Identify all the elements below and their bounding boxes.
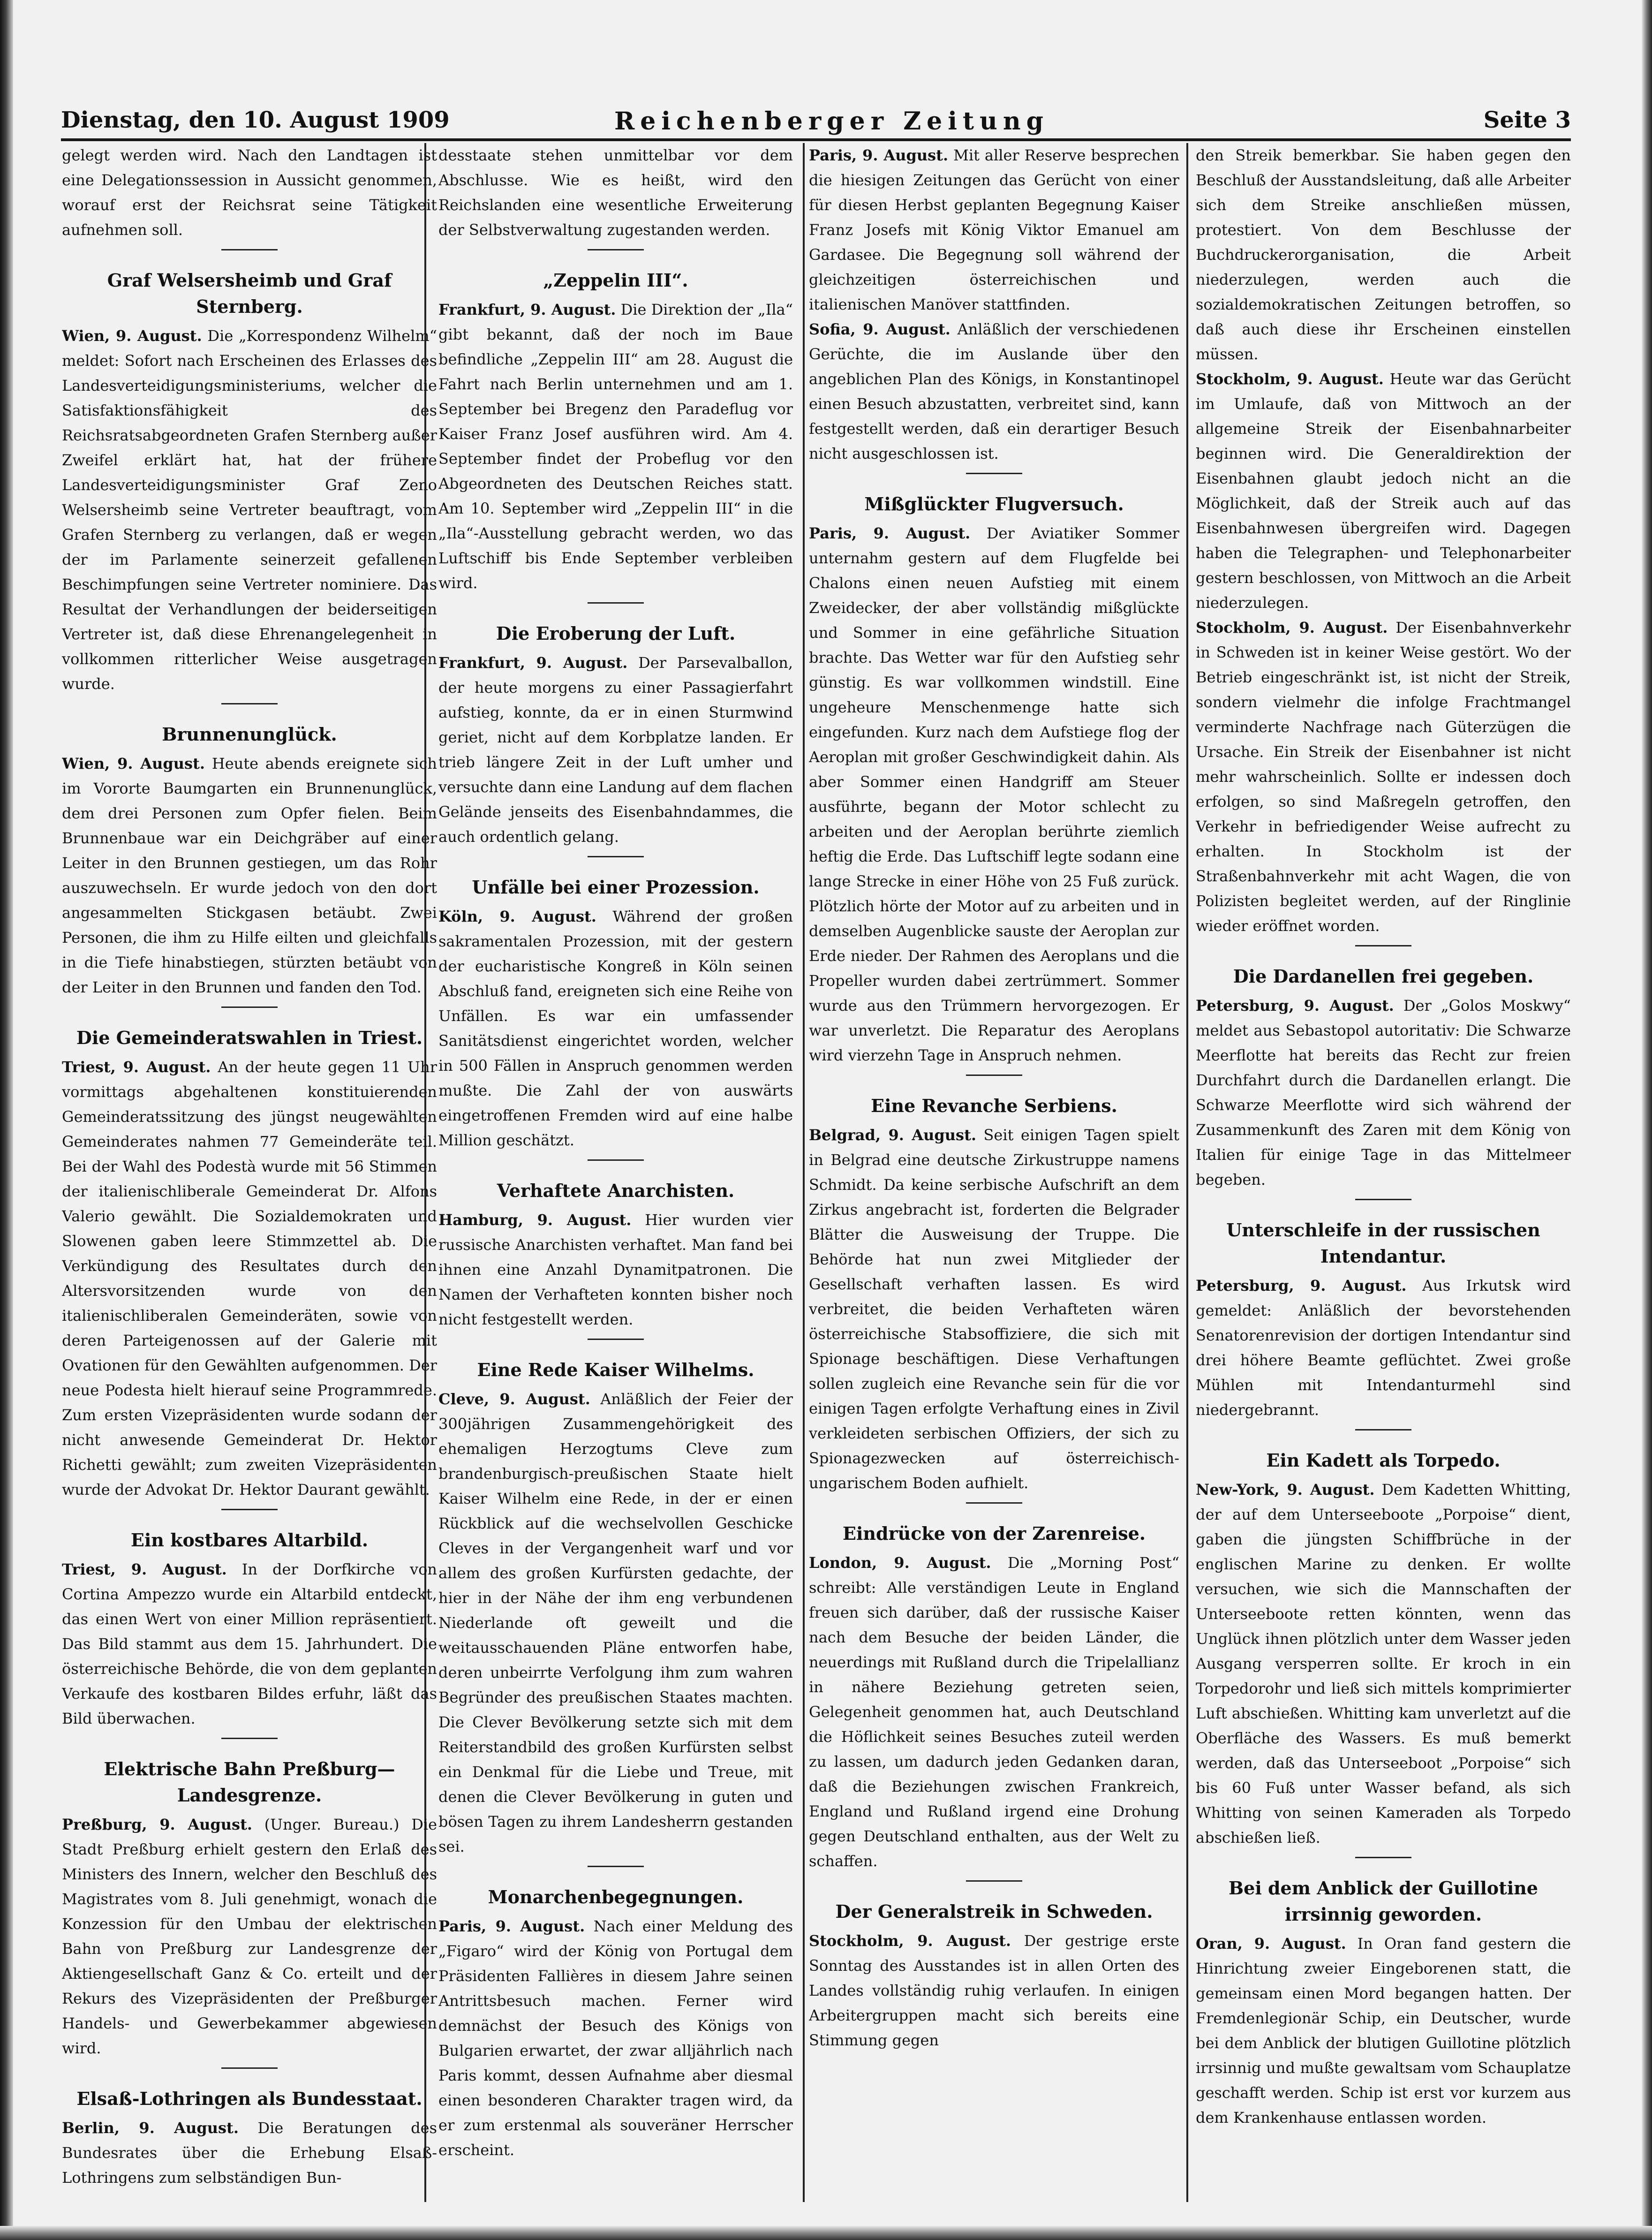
dateline: Preßburg, 9. August. <box>62 1816 252 1833</box>
article-continuation: den Streik bemerkbar. Sie haben gegen den Beschluß der Ausstandsleitung, daß alle Arbeiter sich dem Streike anschließen müssen, protestiert. Von dem Beschlusse der Buchdruckerorganisation, die Arbeit niederzulegen, werden auch die sozialdemokratischen Zeitungen betroffen, so daß auch diese ihr Erscheinen einstellen müssen. <box>1196 146 1571 363</box>
article-body <box>809 521 1179 1068</box>
dateline: Hamburg, 9. August. <box>438 1211 632 1229</box>
article-headline: Unfälle bei einer Prozession. <box>472 877 760 898</box>
article-body <box>809 143 1179 317</box>
dateline: Triest, 9. August. <box>62 1058 211 1076</box>
article-headline: Elektrische Bahn Preßburg—Landesgrenze. <box>104 1758 395 1806</box>
article-headline: Unterschleife in der russischen Intendantur. <box>1226 1219 1540 1267</box>
article-body <box>62 324 437 696</box>
article-text: Heute war das Gerücht im Umlaufe, daß von Mittwoch an der allgemeine Streik der Eisenbahnarbeiter beginnen wird. Die Generaldirektion der Eisenbahnen glaubt jedoch nicht an die Möglichkeit, daß der Streik auch auf das Eisenbahnwesen übergreifen wird. Dagegen haben die Telegraphen- und Telephonarbeiter gestern beschlossen, von Mittwoch an die Arbeit niederzulegen. <box>1196 370 1571 612</box>
article-headline: Die Gemeinderatswahlen in Triest. <box>76 1027 423 1048</box>
article-headline: Eindrücke von der Zarenreise. <box>842 1523 1146 1544</box>
article-body <box>438 1208 793 1332</box>
masthead-rule <box>61 138 1571 141</box>
dateline: Petersburg, 9. August. <box>1196 997 1394 1014</box>
article-headline: Brunnenunglück. <box>162 724 337 745</box>
article-text: Nach einer Meldung des „Figaro“ wird der König von Portugal dem Präsidenten Fallières in diesem Jahre seinen Antrittsbesuch machen. Ferner wird demnächst der Besuch des Königs von Bulgarien erwartet, der zwar alljährlich nach Paris kommt, dessen Aufnahme aber diesmal einen besonderen Charakter tragen wird, da er zum erstenmal als souveräner Herrscher erscheint. <box>438 1917 793 2159</box>
article-text: In Oran fand gestern die Hinrichtung zweier Eingeborenen statt, die gemeinsam einen Mord begangen hatten. Der Fremdenlegionär Schip, ein Deutscher, wurde bei dem Anblick der blutigen Guillotine plötzlich irrsinnig und mußte gewaltsam vom Schauplatze geschafft werden. Schip ist erst vor kurzem aus dem Krankenhause entlassen worden. <box>1196 1935 1571 2126</box>
article-body <box>62 1557 437 1731</box>
separator <box>966 1502 1022 1504</box>
article-text: Der Eisenbahnverkehr in Schweden ist in keiner Weise gestört. Wo der Betrieb eingeschränkt ist, ist nicht der Streik, sondern vielmehr die infolge Frachtmangel verminderte Nachfrage nach Güterzügen die Ursache. Ein Streik der Eisenbahner ist nicht mehr wahrscheinlich. Sollte er indessen doch erfolgen, so sind Maßregeln getroffen, den Verkehr in befriedigender Weise aufrecht zu erhalten. In Stockholm ist der Straßenbahnverkehr mit acht Wagen, die von Polizisten begleitet werden, auf der Ringlinie wieder eröffnet worden. <box>1196 619 1571 935</box>
page-edge-bottom <box>0 2226 1652 2240</box>
dateline: Berlin, 9. August. <box>62 2119 239 2137</box>
masthead <box>61 102 1571 141</box>
article-body <box>1196 1477 1571 1850</box>
page-edge-right <box>1642 0 1652 2240</box>
article-text: Der gestrige erste Sonntag des Ausstandes ist in allen Orten des Landes vollständig ruhig verlaufen. In einigen Arbeitergruppen macht sich bereits eine Stimmung gegen <box>809 1932 1179 2049</box>
article-text: Mit aller Reserve besprechen die hiesigen Zeitungen das Gerücht von einer für diesen Herbst geplanten Begegnung Kaiser Franz Josefs mit König Viktor Emanuel am Gardasee. Die Begegnung soll während der gleichzeitigen österreichischen und italienischen Manöver stattfinden. <box>809 146 1179 313</box>
dateline: Petersburg, 9. August. <box>1196 1277 1407 1294</box>
column-rule <box>803 143 805 2202</box>
dateline: Triest, 9. August. <box>62 1560 227 1578</box>
article-headline: Ein Kadett als Torpedo. <box>1266 1450 1501 1471</box>
dateline: Wien, 9. August. <box>62 755 205 772</box>
article-headline: Eine Rede Kaiser Wilhelms. <box>477 1359 754 1380</box>
article-headline: Der Generalstreik in Schweden. <box>835 1901 1153 1922</box>
article-text: An der heute gegen 11 Uhr vormittags abgehaltenen konstituierenden Gemeinderatssitzung des jüngst neugewählten Gemeinderates nahmen 77 Gemeinderäte teil. Bei der Wahl des Podestà wurde mit 56 Stimmen der italienischliberale Gemeinderat Dr. Alfons Valerio gewählt. Die Sozialdemokraten und Slowenen gaben leere Stimmzettel ab. Die Verkündigung des Resultates durch den Altersvorsitzenden wurde von den italienischliberalen Gemeinderäten, sowie von deren Parteigenossen auf der Galerie mit Ovationen für den Gewählten aufgenommen. Der neue Podesta hielt hierauf seine Programmrede. Zum ersten Vizepräsidenten wurde sodann der nicht anwesende Gemeinderat Dr. Hektor Richetti gewählt; zum zweiten Vizepräsidenten wurde der Advokat Dr. Hektor Daurant gewählt. <box>62 1058 437 1498</box>
column-2 <box>438 143 793 2207</box>
dateline: Stockholm, 9. August. <box>809 1932 1011 1950</box>
article-text: Die „Morning Post“ schreibt: Alle verständigen Leute in England freuen sich darüber, daß der russische Kaiser nach dem Besuche der beiden Länder, die neuerdings mit Rußland durch die Tripelallianz in nähere Beziehung getreten seien, Gelegenheit genommen hat, auch Deutschland die Höflichkeit seines Besuches zuteil werden zu lassen, um dadurch jeden Gedanken daran, daß die Beziehungen zwischen Frankreich, England und Rußland irgend eine Drohung gegen Deutschland enthalten, aus der Welt zu schaffen. <box>809 1554 1179 1870</box>
article-body <box>438 297 793 596</box>
article-text: Dem Kadetten Whitting, der auf dem Unterseeboote „Porpoise“ dient, gaben die jüngsten Schiffbrüche in der englischen Marine zu denken. Er wollte versuchen, wie sich die Mannschaften der Unterseeboote retten könnten, wenn das Unglück ihnen plötzlich unter dem Wasser jeden Ausgang versperren sollte. Er kroch in ein Torpedorohr und ließ sich mittels komprimierter Luft abschießen. Whitting kam unverletzt auf die Oberfläche des Wassers. Es muß bemerkt werden, daß das Unterseeboot „Porpoise“ sich bis 60 Fuß unter Wasser befand, als sich Whitting von seinen Kameraden als Torpedo abschießen ließ. <box>1196 1481 1571 1846</box>
article-body <box>809 1929 1179 2053</box>
article-headline: Verhaftete Anarchisten. <box>497 1180 735 1201</box>
dateline: Paris, 9. August. <box>809 146 949 164</box>
article-text: Hier wurden vier russische Anarchisten verhaftet. Man fand bei ihnen eine Anzahl Dynamitpatronen. Die Namen der Verhafteten konnten bisher noch nicht festgestellt werden. <box>438 1211 793 1328</box>
dateline: Frankfurt, 9. August. <box>438 654 628 672</box>
article-text: In der Dorfkirche von Cortina Ampezzo wurde ein Altarbild entdeckt, das einen Wert von einer Million repräsentiert. Das Bild stammt aus dem 15. Jahrhundert. Die österreichische Behörde, die von dem geplanten Verkaufe des kostbaren Bildes erfuhr, läßt das Bild überwachen. <box>62 1560 437 1727</box>
separator <box>966 1880 1022 1882</box>
column-rule <box>1186 143 1188 2202</box>
article-body <box>438 651 793 849</box>
separator <box>221 703 278 704</box>
separator <box>1355 945 1411 946</box>
dateline: Sofia, 9. August. <box>809 320 950 338</box>
dateline: Frankfurt, 9. August. <box>438 301 616 318</box>
article-text: Aus Irkutsk wird gemeldet: Anläßlich der bevorstehenden Senatorenrevision der dortigen Intendantur sind drei höhere Beamte geflüchtet. Zwei große Mühlen mit Intendanturmehl sind niedergebrannt. <box>1196 1277 1571 1419</box>
article-headline: Die Dardanellen frei gegeben. <box>1233 966 1534 987</box>
article-text: Heute abends ereignete sich im Vororte Baumgarten ein Brunnenunglück, dem drei Personen zum Opfer fielen. Beim Brunnenbaue war ein Deichgräber auf einer Leiter in den Brunnen gestiegen, um das Rohr auszuwechseln. Er wurde jedoch von den dort angesammelten Stickgasen betäubt. Zwei Personen, die ihm zu Hilfe eilten und gleichfalls in die Tiefe hinabstiegen, stürzten betäubt von der Leiter in den Brunnen und fanden den Tod. <box>62 755 437 996</box>
separator <box>588 602 644 604</box>
separator <box>221 2067 278 2069</box>
separator <box>1355 1199 1411 1200</box>
article-body <box>438 1914 793 2163</box>
article-body <box>438 904 793 1153</box>
article-text: Der Aviatiker Sommer unternahm gestern auf dem Flugfelde bei Chalons einen neuen Aufstieg mit einem Zweidecker, der aber vollständig mißglückte und Sommer in eine gefährliche Situation brachte. Das Wetter war für den Aufstieg sehr günstig. Es war vollkommen windstill. Eine ungeheure Menschenmenge hatte sich eingefunden. Kurz nach dem Aufstiege flog der Aeroplan mit großer Geschwindigkeit dahin. Als aber Sommer einen Handgriff am Steuer ausführte, begann der Motor schlecht zu arbeiten und der Aeroplan berührte ziemlich heftig die Erde. Das Luftschiff legte sodann eine lange Strecke in einer Höhe von 25 Fuß zurück. Plötzlich hörte der Motor auf zu arbeiten und in demselben Augenblicke sauste der Aeroplan zur Erde nieder. Der Rahmen des Aeroplans und die Propeller wurden dabei zertrümmert. Sommer wurde aus den Trümmern hervorgezogen. Er war unverletzt. Die Reparatur des Aeroplans wird vierzehn Tage in Anspruch nehmen. <box>809 524 1179 1064</box>
article-text: Der Parsevalballon, der heute morgens zu einer Passagierfahrt aufstieg, konnte, da er in einen Sturmwind geriet, nicht auf dem Korbplatze landen. Er trieb längere Zeit in der Luft umher und versuchte dann eine Landung auf dem flachen Gelände jenseits des Eisenbahndammes, die auch ordentlich gelang. <box>438 654 793 846</box>
article-headline: Monarchenbegegnungen. <box>488 1886 744 1907</box>
article-headline: Mißglückter Flugversuch. <box>864 493 1124 515</box>
article-body <box>1196 1273 1571 1423</box>
article-text: Während der großen sakramentalen Prozession, mit der gestern der eucharistische Kongreß in Köln seinen Abschluß fand, ereigneten sich eine Reihe von Unfällen. Es war ein umfassender Sanitätsdienst eingerichtet worden, welcher in 500 Fällen in Anspruch genommen werden mußte. Die Zahl der von auswärts eingetroffenen Fremden wird auf eine halbe Million geschätzt. <box>438 908 793 1149</box>
article-body <box>809 1123 1179 1496</box>
page-edge-left <box>0 0 13 2240</box>
article-text: Die Direktion der „Ila“ gibt bekannt, daß der noch im Baue befindliche „Zeppelin III“ am 28. August die Fahrt nach Berlin unternehmen und am 1. September bei Bregenz den Paradeflug vor Kaiser Franz Josef ausführen wird. Am 4. September findet der Probeflug vor den Abgeordneten des Deutschen Reiches statt. Am 10. September wird „Zeppelin III“ in die „Ila“-Ausstellung gebracht werden, wo das Luftschiff bis Ende September verbleiben wird. <box>438 301 793 592</box>
separator <box>588 856 644 857</box>
separator <box>221 1509 278 1510</box>
article-headline: Eine Revanche Serbiens. <box>871 1095 1117 1116</box>
dateline: Köln, 9. August. <box>438 908 596 925</box>
page-number: Seite 3 <box>1483 107 1571 133</box>
article-body <box>1196 1931 1571 2130</box>
article-headline: Bei dem Anblick der Guillotine irrsinnig geworden. <box>1229 1877 1538 1925</box>
article-text: Die „Korrespondenz Wilhelm“ meldet: Sofort nach Erscheinen des Erlasses des Landesverteidigungsministeriums, welcher die Satisfaktionsfähigkeit des Reichsratsabgeordneten Grafen Sternberg außer Zweifel erklärt hat, hat der frühere Landesverteidigungsminister Graf Zeno Welsersheimb seine Vertreter beauftragt, vom Grafen Sternberg zu verlangen, daß er wegen der im Parlamente seinerzeit gefallenen Beschimpfungen seine Vertreter nominiere. Das Resultat der Verhandlungen der beiderseitigen Vertreter ist, daß diese Ehrenangelegenheit in vollkommen ritterlicher Weise ausgetragen wurde. <box>62 327 437 693</box>
article-continuation: desstaate stehen unmittelbar vor dem Abschlusse. Wie es heißt, wird den Reichslanden eine wesentliche Erweiterung der Selbstverwaltung zugestanden werden. <box>438 146 793 239</box>
separator <box>966 473 1022 474</box>
dateline: Cleve, 9. August. <box>438 1390 590 1408</box>
article-body <box>1196 993 1571 1192</box>
dateline: Oran, 9. August. <box>1196 1935 1346 1952</box>
separator <box>1355 1857 1411 1858</box>
article-body <box>62 2116 437 2190</box>
separator <box>966 1075 1022 1076</box>
separator <box>221 1006 278 1008</box>
article-body <box>62 1812 437 2061</box>
article-text: Der „Golos Moskwy“ meldet aus Sebastopol autoritativ: Die Schwarze Meerflotte hat bereits das Recht zur freien Durchfahrt durch die Dardanellen erlangt. Die Schwarze Meerflotte wird sich während der Zusammenkunft des Zaren mit dem König von Italien für einige Tage in das Mittelmeer begeben. <box>1196 997 1571 1188</box>
article-headline: „Zeppelin III“. <box>543 270 688 291</box>
article-text: Seit einigen Tagen spielt in Belgrad eine deutsche Zirkustruppe namens Schmidt. Da keine serbische Aufschrift an dem Zirkus angebracht ist, forderten die Belgrader Blätter die Ausweisung der Truppe. Die Behörde hat nun zwei Mitglieder der Gesellschaft verhaften lassen. Es wird verbreitet, die beiden Verhafteten wären österreichische Stabsoffiziere, die sich mit Spionage beschäftigen. Diese Verhaftungen sollen zugleich eine Revanche sein für die vor einigen Tagen erfolgte Verhaftung eines in Zivil verkleideten serbischen Offiziers, der sich zu Spionagezwecken auf österreichisch-ungarischem Boden aufhielt. <box>809 1126 1179 1492</box>
column-3 <box>809 143 1179 2207</box>
article-body <box>809 317 1179 466</box>
separator <box>221 1738 278 1739</box>
article-headline: Ein kostbares Altarbild. <box>130 1529 369 1551</box>
article-headline: Elsaß-Lothringen als Bundesstaat. <box>76 2088 422 2109</box>
article-body <box>1196 367 1571 615</box>
article-headline: Graf Welsersheimb und Graf Sternberg. <box>107 270 392 317</box>
article-body <box>809 1551 1179 1874</box>
separator <box>588 1159 644 1161</box>
separator <box>221 249 278 250</box>
article-body <box>438 1387 793 1859</box>
column-1 <box>62 143 437 2207</box>
article-text: Anläßlich der Feier der 300jährigen Zusammengehörigkeit des ehemaligen Herzogtums Cleve zum brandenburgisch-preußischen Staate hielt Kaiser Wilhelm eine Rede, in der er einen Rückblick auf die wechselvollen Geschicke Cleves in der Vergangenheit warf und vor allem des großen Kurfürsten gedachte, der hier in der Nähe der ihm eng verbundenen Niederlande oft geweilt und die weitausschauenden Pläne entworfen habe, deren unbeirrte Verfolgung ihm zum wahren Begründer des preußischen Staates machten. Die Clever Bevölkerung setzte sich mit dem Reiterstandbild des großen Kurfürsten selbst ein Denkmal für die Liebe und Treue, mit denen die Clever Bevölkerung in guten und bösen Tagen zu ihrem Landesherrn gestanden sei. <box>438 1390 793 1855</box>
separator <box>1355 1429 1411 1430</box>
separator <box>588 1339 644 1340</box>
dateline: London, 9. August. <box>809 1554 991 1572</box>
newspaper-title: Reichenberger Zeitung <box>614 107 1049 136</box>
article-body <box>62 1055 437 1502</box>
separator <box>588 1866 644 1867</box>
dateline: Stockholm, 9. August. <box>1196 370 1384 388</box>
article-continuation: gelegt werden wird. Nach den Landtagen ist eine Delegationssession in Aussicht genommen, worauf erst der Reichsrat seine Tätigkeit aufnehmen soll. <box>62 146 437 239</box>
dateline: Paris, 9. August. <box>809 524 971 542</box>
article-text: (Unger. Bureau.) Die Stadt Preßburg erhielt gestern den Erlaß des Ministers des Innern, welcher den Beschluß des Magistrates vom 8. Juli genehmigt, wonach die Konzession für den Umbau der elektrischen Bahn von Preßburg zur Landesgrenze der Aktiengesellschaft Ganz & Co. erteilt und der Rekurs des Vizepräsidenten der Preßburger Handels- und Gewerbekammer abgewiesen wird. <box>62 1816 437 2057</box>
article-body <box>62 751 437 1000</box>
article-text: Anläßlich der verschiedenen Gerüchte, die im Auslande über den angeblichen Plan des Königs, in Konstantinopel einen Besuch abzustatten, verbreitet sind, kann festgestellt werden, daß ein derartiger Besuch nicht ausgeschlossen ist. <box>809 320 1179 462</box>
article-text: Die Beratungen des Bundesrates über die Erhebung Elsaß-Lothringens zum selbständigen Bun- <box>62 2119 437 2187</box>
dateline: Stockholm, 9. August. <box>1196 619 1388 636</box>
dateline: Belgrad, 9. August. <box>809 1126 976 1144</box>
column-4 <box>1196 143 1571 2207</box>
separator <box>588 249 644 250</box>
dateline: Paris, 9. August. <box>438 1917 585 1935</box>
issue-date: Dienstag, den 10. August 1909 <box>61 107 450 133</box>
article-body <box>1196 615 1571 938</box>
article-headline: Die Eroberung der Luft. <box>496 623 736 644</box>
dateline: New-York, 9. August. <box>1196 1481 1375 1498</box>
dateline: Wien, 9. August. <box>62 327 202 345</box>
